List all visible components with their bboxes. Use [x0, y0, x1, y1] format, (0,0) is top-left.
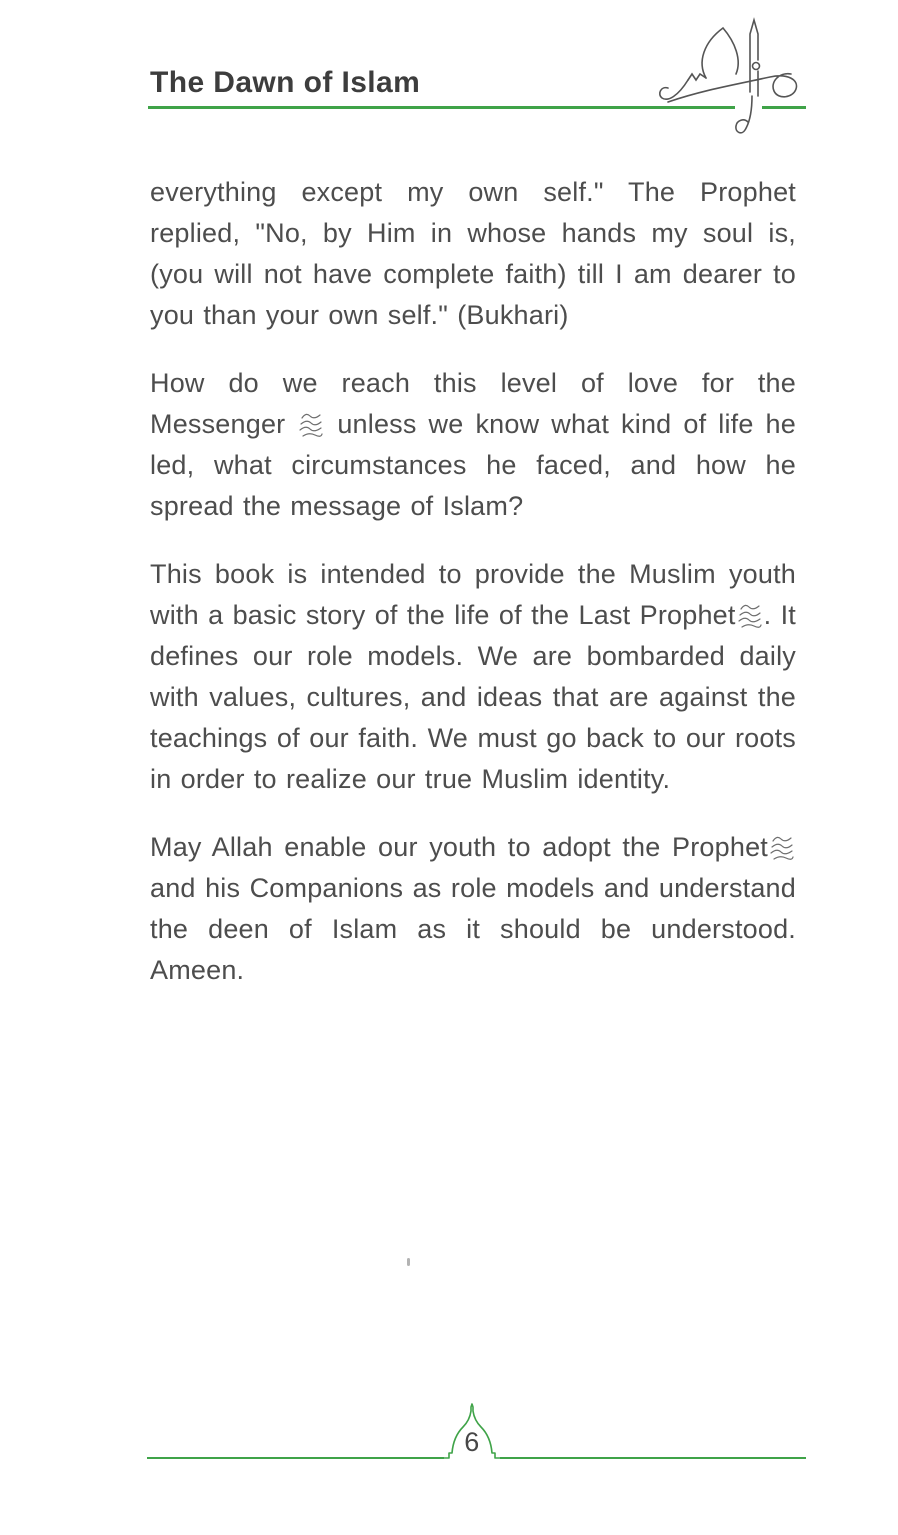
paragraph-text: This book is intended to provide the Muslim youth with a basic story of the life of the Last Prophet — [150, 559, 796, 630]
paragraph-text: and his Companions as role models and understand the deen of Islam as it should be understood. Ameen. — [150, 873, 796, 985]
page-heading: The Dawn of Islam — [150, 66, 421, 99]
sallallahu-alayhi-wasallam-icon — [737, 602, 763, 630]
paragraph — [150, 363, 796, 527]
footer-rule — [147, 1457, 444, 1459]
body-text — [150, 172, 796, 1018]
paragraph-text: unless we know what kind of life he led, what circumstances he faced, and how he spread the message of Islam? — [150, 409, 796, 521]
paragraph-text: How do we reach this level of love for the Messenger — [150, 368, 796, 439]
header-rule — [148, 106, 735, 109]
footer-rule — [500, 1457, 806, 1459]
paragraph-text: everything except my own self." The Prophet replied, "No, by Him in whose hands my soul is, (you will not have complete faith) till I am dearer to you than your own self." (Bukhari) — [150, 177, 796, 330]
paragraph-text: . It defines our role models. We are bombarded daily with values, cultures, and ideas that are against the teachings of our faith. We must go back to our roots in order to realize our true Muslim identity. — [150, 600, 796, 794]
sallallahu-alayhi-wasallam-icon — [298, 411, 324, 439]
sallallahu-alayhi-wasallam-icon — [769, 834, 795, 862]
paragraph — [150, 554, 796, 800]
paragraph — [150, 172, 796, 336]
paragraph-text: May Allah enable our youth to adopt the Prophet — [150, 832, 768, 862]
mosque-pen-calligraphy-icon — [648, 4, 813, 144]
page-number: 6 — [464, 1427, 480, 1457]
scan-speck — [407, 1258, 410, 1266]
paragraph — [150, 827, 796, 991]
